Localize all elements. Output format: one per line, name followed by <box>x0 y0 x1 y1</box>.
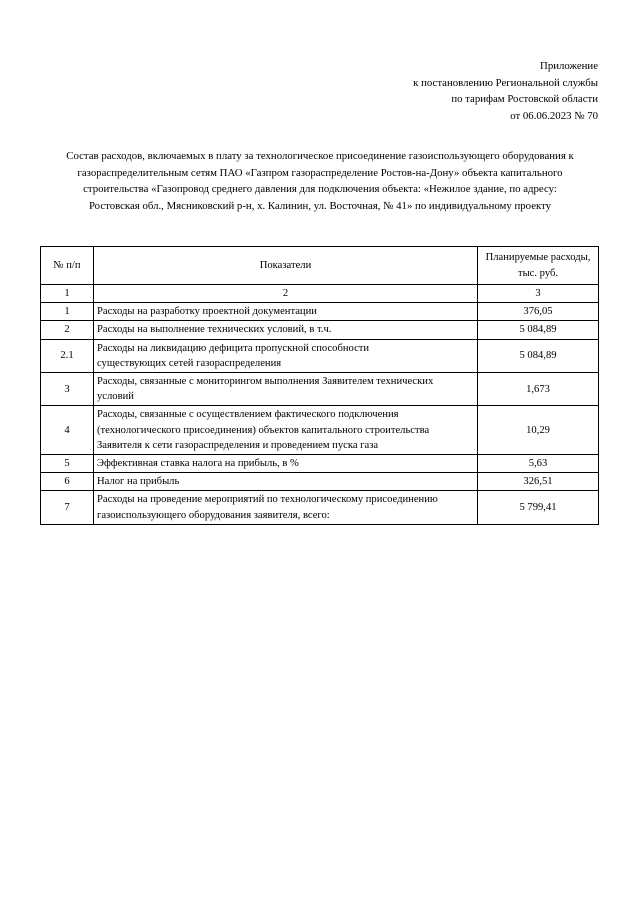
indicator-line: существующих сетей газораспределения <box>97 357 282 369</box>
header-num: № п/п <box>41 247 94 285</box>
indicator-line: Заявителя к сети газораспределения и проведением пуска газа <box>97 439 379 451</box>
header-cost-unit: тыс. руб. <box>517 267 559 279</box>
title-line: газораспределительным сетям ПАО «Газпром газораспределение Ростов-на-Дону» объекта капитального <box>77 166 563 179</box>
appendix-header <box>298 58 598 124</box>
table-row <box>41 321 599 339</box>
row-number: 1 <box>41 303 94 321</box>
title-line: Состав расходов, включаемых в плату за технологическое присоединение газоиспользующего оборудования к <box>66 150 574 162</box>
table-row <box>41 406 599 455</box>
row-indicator <box>94 473 478 491</box>
indicator-line: (технологического присоединения) объектов капитального строительства <box>97 424 430 436</box>
index-cell: 1 <box>41 285 94 303</box>
resolution-reference: к постановлению Региональной службы <box>413 76 598 89</box>
tariff-service-reference: по тарифам Ростовской области <box>451 93 598 105</box>
indicator-line: Расходы на проведение мероприятий по технологическому присоединению <box>97 494 438 506</box>
indicator-line: Расходы на разработку проектной документации <box>97 306 317 318</box>
indicator-line: условий <box>97 391 134 403</box>
row-number: 2 <box>41 321 94 339</box>
row-value: 10,29 <box>478 406 599 455</box>
row-value: 376,05 <box>478 303 599 321</box>
row-value: 5 084,89 <box>478 321 599 339</box>
row-indicator <box>94 406 478 455</box>
table-header-row <box>41 247 599 285</box>
table-row <box>41 491 599 524</box>
row-indicator <box>94 455 478 473</box>
indicator-line: Расходы на ликвидацию дефицита пропускной способности <box>97 342 370 354</box>
row-value: 326,51 <box>478 473 599 491</box>
table-body <box>41 303 599 525</box>
header-indicator: Показатели <box>94 247 478 285</box>
row-indicator <box>94 321 478 339</box>
row-value: 5 799,41 <box>478 491 599 524</box>
row-value: 1,673 <box>478 373 599 406</box>
row-indicator <box>94 491 478 524</box>
document-title <box>42 148 598 214</box>
row-number: 7 <box>41 491 94 524</box>
title-line: строительства «Газопровод среднего давления для подключения объекта: «Нежилое здание, по адресу: <box>83 183 557 195</box>
index-cell: 2 <box>94 285 478 303</box>
row-value: 5,63 <box>478 455 599 473</box>
header-cost-line: Планируемые расходы, <box>485 252 591 264</box>
row-number: 4 <box>41 406 94 455</box>
expenses-table <box>40 246 599 525</box>
table-row <box>41 473 599 491</box>
row-number: 6 <box>41 473 94 491</box>
indicator-line: газоиспользующего оборудования заявителя, всего: <box>97 509 330 521</box>
row-value: 5 084,89 <box>478 339 599 372</box>
table-row <box>41 303 599 321</box>
table-index-row <box>41 285 599 303</box>
row-indicator <box>94 339 478 372</box>
row-number: 5 <box>41 455 94 473</box>
table-row <box>41 455 599 473</box>
indicator-line: Налог на прибыль <box>97 476 180 488</box>
resolution-date-number: от 06.06.2023 № 70 <box>510 109 598 122</box>
table-row <box>41 339 599 372</box>
row-indicator <box>94 303 478 321</box>
row-number: 2.1 <box>41 339 94 372</box>
index-cell: 3 <box>478 285 599 303</box>
row-indicator <box>94 373 478 406</box>
indicator-line: Расходы на выполнение технических условий, в т.ч. <box>97 324 332 336</box>
table-row <box>41 373 599 406</box>
indicator-line: Расходы, связанные с мониторингом выполнения Заявителем технических <box>97 376 434 388</box>
header-cost <box>478 247 599 285</box>
indicator-line: Эффективная ставка налога на прибыль, в % <box>97 458 299 470</box>
row-number: 3 <box>41 373 94 406</box>
indicator-line: Расходы, связанные с осуществлением фактического подключения <box>97 409 399 421</box>
title-line: Ростовская обл., Мясниковский р-н, х. Калинин, ул. Восточная, № 41» по индивидуальному проекту <box>88 199 552 212</box>
appendix-label: Приложение <box>540 60 598 72</box>
